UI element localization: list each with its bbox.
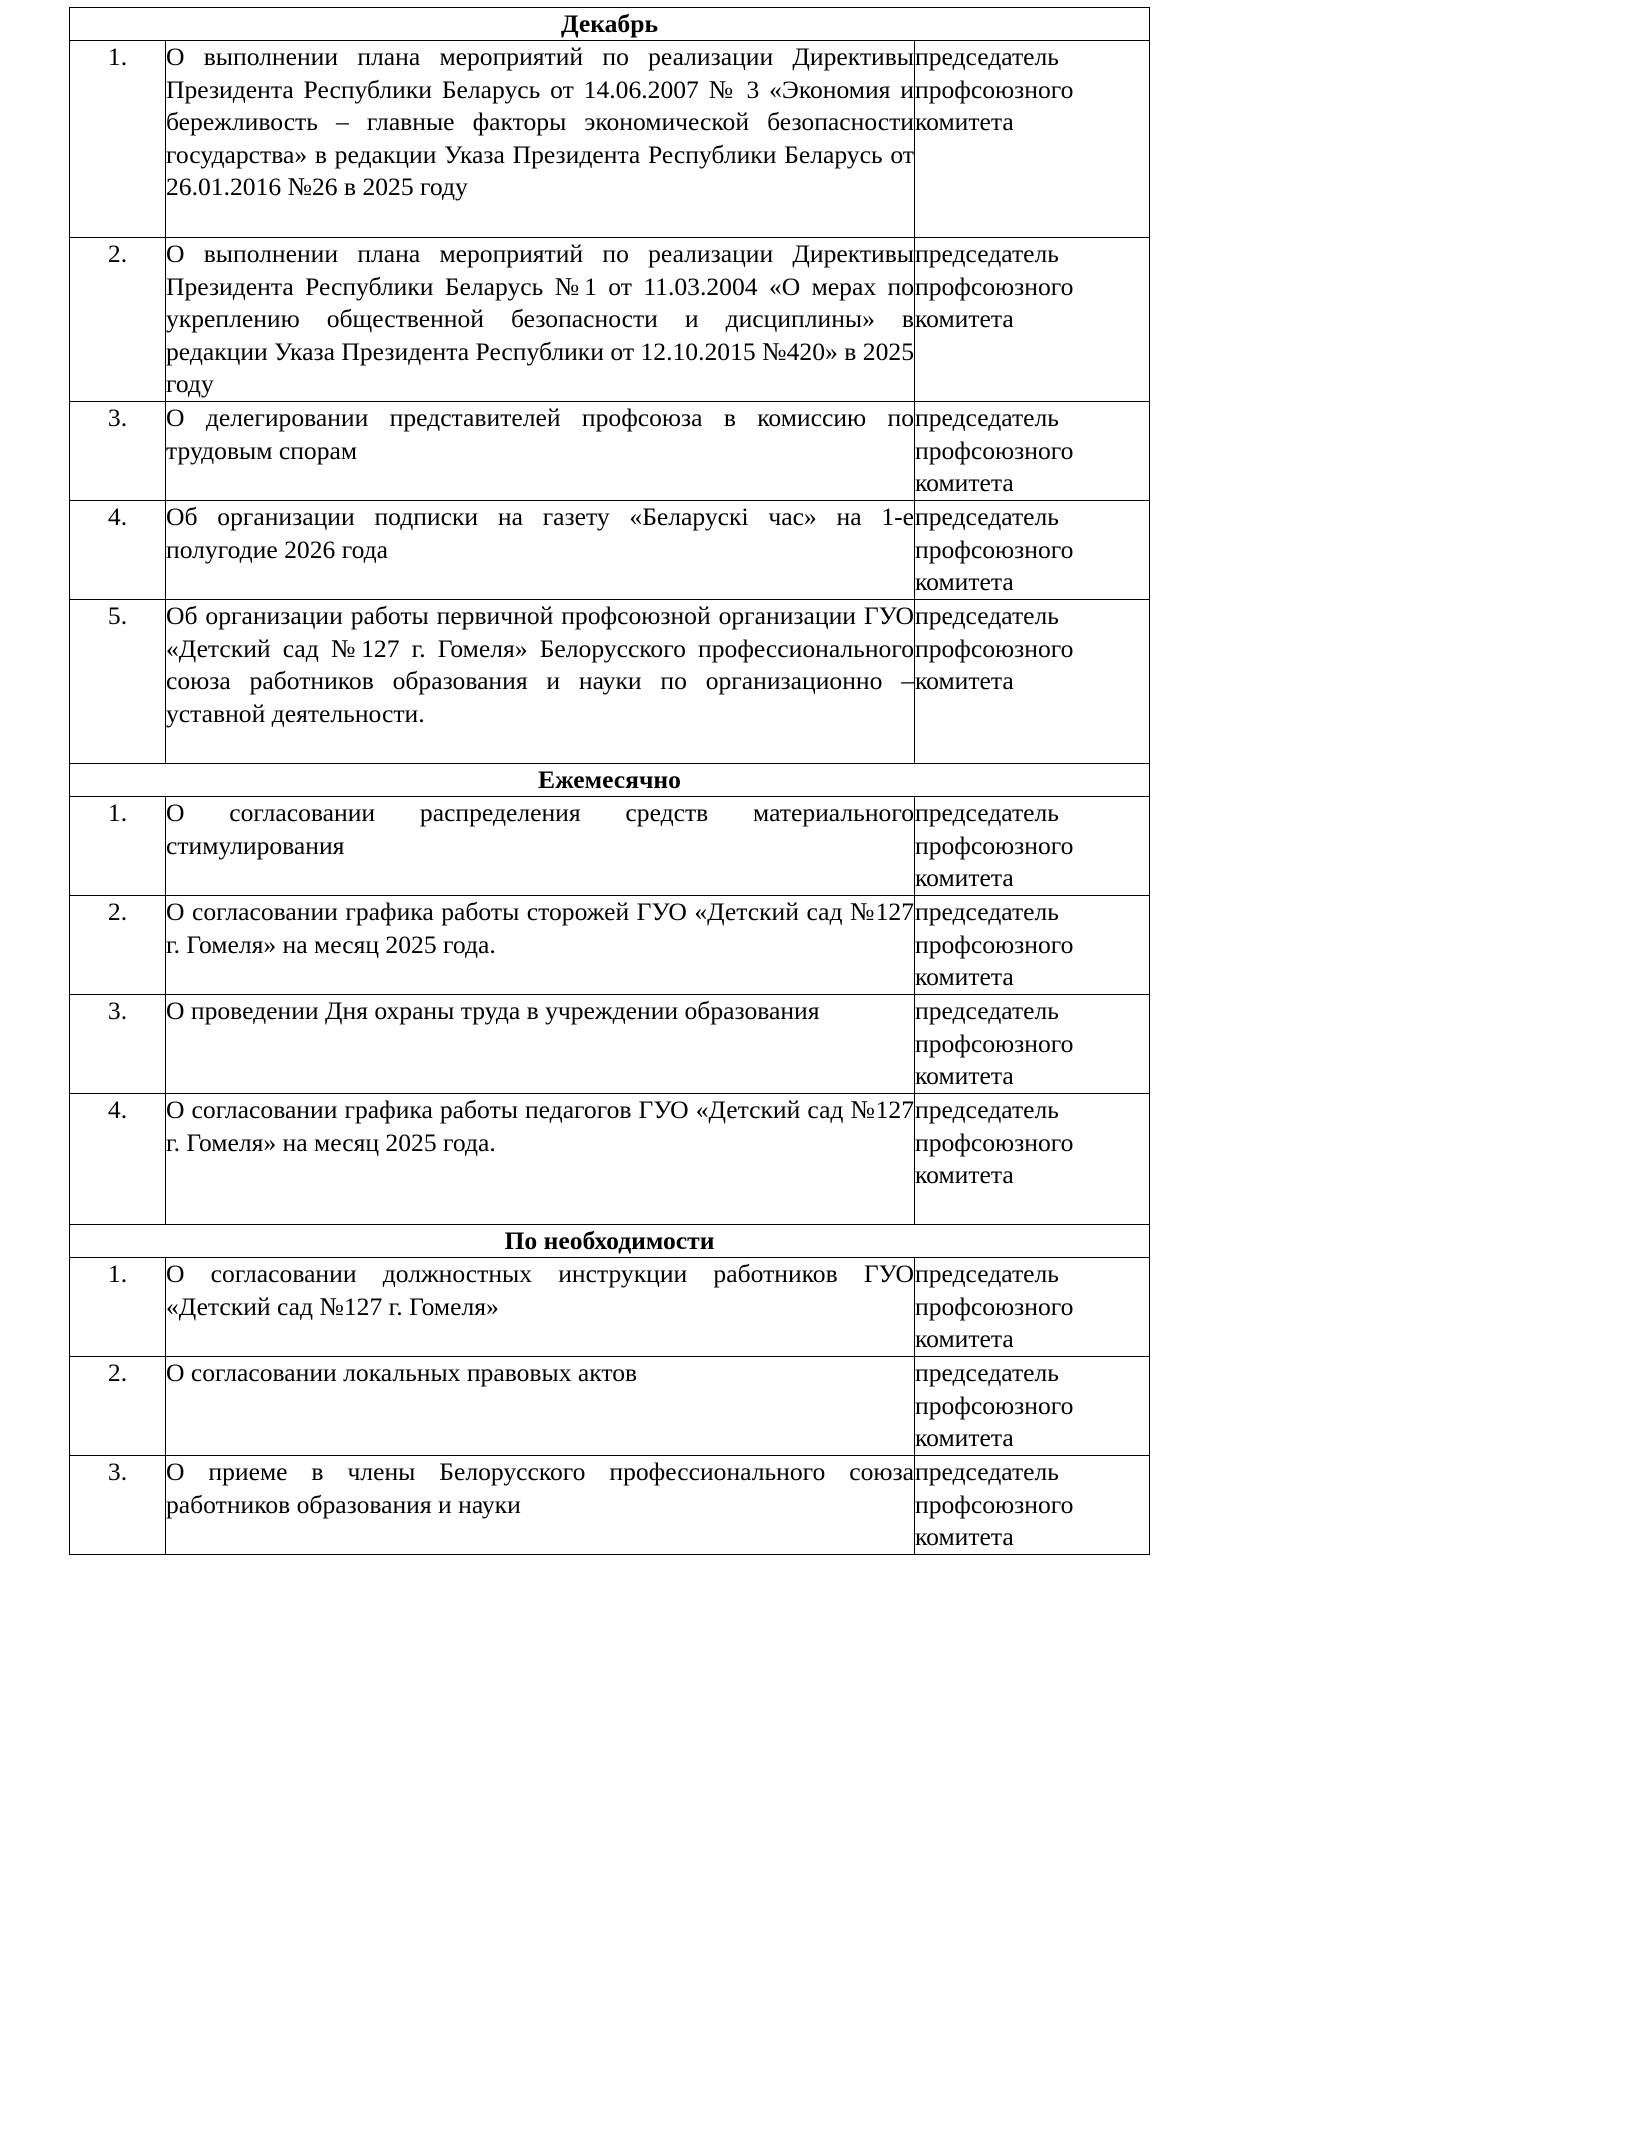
responsible-cell bbox=[915, 600, 1150, 764]
table-row bbox=[70, 1258, 1150, 1357]
item-text: О согласовании графика работы сторожей ГУО «Детский сад №127 г. Гомеля» на месяц 2025 года. bbox=[166, 896, 915, 995]
section-title: По необходимости bbox=[70, 1225, 1150, 1258]
section-title: Ежемесячно bbox=[70, 764, 1150, 797]
responsible-cell bbox=[915, 1456, 1150, 1555]
item-number: 4. bbox=[70, 1094, 166, 1225]
responsible-line: председатель bbox=[915, 239, 1059, 268]
responsible-line: профсоюзного bbox=[915, 435, 1074, 465]
responsible-cell bbox=[915, 501, 1150, 600]
responsible-line: профсоюзного bbox=[915, 1489, 1074, 1519]
responsible-line: комитета bbox=[915, 567, 1014, 596]
responsible-line: председатель bbox=[915, 403, 1059, 432]
table-row bbox=[70, 501, 1150, 600]
item-text: Об организации подписки на газету «Беларускі час» на 1-е полугодие 2026 года bbox=[166, 501, 915, 600]
responsible-line: профсоюзного bbox=[915, 74, 1074, 104]
responsible-line: комитета bbox=[915, 1324, 1014, 1353]
responsible-line: председатель bbox=[915, 897, 1059, 926]
item-number: 1. bbox=[70, 797, 166, 896]
section-header-row bbox=[70, 8, 1150, 41]
item-text: О проведении Дня охраны труда в учреждении образования bbox=[166, 995, 915, 1094]
item-number: 3. bbox=[70, 1456, 166, 1555]
responsible-cell bbox=[915, 402, 1150, 501]
item-number: 2. bbox=[70, 896, 166, 995]
responsible-cell bbox=[915, 1258, 1150, 1357]
table-row bbox=[70, 1357, 1150, 1456]
item-text: О делегировании представителей профсоюза в комиссию по трудовым спорам bbox=[166, 402, 915, 501]
item-text: О приеме в члены Белорусского профессионального союза работников образования и науки bbox=[166, 1456, 915, 1555]
item-text: О согласовании распределения средств материального стимулирования bbox=[166, 797, 915, 896]
responsible-line: профсоюзного bbox=[915, 1028, 1074, 1058]
table-row bbox=[70, 402, 1150, 501]
item-number: 3. bbox=[70, 402, 166, 501]
item-text: О выполнении плана мероприятий по реализации Директивы Президента Республики Беларусь №1 от 11.03.2004 «О мерах по укреплению общественной безопасности и дисциплины» в редакции Указа Президента Республики от 12.10.2015 №420» в 2025 году bbox=[166, 238, 915, 402]
item-text: О согласовании графика работы педагогов ГУО «Детский сад №127 г. Гомеля» на месяц 2025 года. bbox=[166, 1094, 915, 1225]
responsible-line: комитета bbox=[915, 1522, 1014, 1551]
item-text: О согласовании локальных правовых актов bbox=[166, 1357, 915, 1456]
responsible-line: председатель bbox=[915, 1358, 1059, 1387]
table-row bbox=[70, 600, 1150, 764]
table-row bbox=[70, 1094, 1150, 1225]
responsible-cell bbox=[915, 1357, 1150, 1456]
section-header-row bbox=[70, 764, 1150, 797]
responsible-cell bbox=[915, 41, 1150, 238]
responsible-line: профсоюзного bbox=[915, 633, 1074, 663]
item-text: О выполнении плана мероприятий по реализации Директивы Президента Республики Беларусь от 14.06.2007 № 3 «Экономия и бережливость – главные факторы экономической безопасности государства» в редакции Указа Президента Республики Беларусь от 26.01.2016 №26 в 2025 году bbox=[166, 41, 915, 238]
responsible-line: председатель bbox=[915, 1457, 1059, 1486]
responsible-line: председатель bbox=[915, 601, 1059, 630]
table-row bbox=[70, 797, 1150, 896]
item-number: 3. bbox=[70, 995, 166, 1094]
plan-table-body bbox=[70, 8, 1150, 1555]
responsible-line: председатель bbox=[915, 42, 1059, 71]
responsible-line: профсоюзного bbox=[915, 929, 1074, 959]
table-row bbox=[70, 995, 1150, 1094]
table-row bbox=[70, 238, 1150, 402]
responsible-line: председатель bbox=[915, 1095, 1059, 1124]
responsible-line: профсоюзного bbox=[915, 1127, 1074, 1157]
responsible-cell bbox=[915, 995, 1150, 1094]
responsible-line: комитета bbox=[915, 666, 1014, 695]
item-number: 4. bbox=[70, 501, 166, 600]
responsible-line: председатель bbox=[915, 502, 1059, 531]
responsible-line: комитета bbox=[915, 1160, 1014, 1189]
item-number: 1. bbox=[70, 41, 166, 238]
responsible-line: председатель bbox=[915, 996, 1059, 1025]
responsible-cell bbox=[915, 238, 1150, 402]
responsible-line: комитета bbox=[915, 863, 1014, 892]
section-title: Декабрь bbox=[70, 8, 1150, 41]
table-row bbox=[70, 41, 1150, 238]
item-number: 1. bbox=[70, 1258, 166, 1357]
responsible-line: профсоюзного bbox=[915, 830, 1074, 860]
section-header-row bbox=[70, 1225, 1150, 1258]
responsible-line: комитета bbox=[915, 304, 1014, 333]
responsible-cell bbox=[915, 896, 1150, 995]
item-number: 5. bbox=[70, 600, 166, 764]
table-row bbox=[70, 1456, 1150, 1555]
responsible-line: профсоюзного bbox=[915, 1291, 1074, 1321]
responsible-line: комитета bbox=[915, 1061, 1014, 1090]
responsible-line: председатель bbox=[915, 1259, 1059, 1288]
responsible-line: профсоюзного bbox=[915, 271, 1074, 301]
item-text: Об организации работы первичной профсоюзной организации ГУО «Детский сад №127 г. Гомеля» Белорусского профессионального союза работников образования и науки по организационно – уставной деятельности. bbox=[166, 600, 915, 764]
responsible-cell bbox=[915, 797, 1150, 896]
item-number: 2. bbox=[70, 1357, 166, 1456]
responsible-line: комитета bbox=[915, 1423, 1014, 1452]
responsible-line: профсоюзного bbox=[915, 534, 1074, 564]
responsible-cell bbox=[915, 1094, 1150, 1225]
plan-table bbox=[69, 7, 1150, 1555]
responsible-line: комитета bbox=[915, 107, 1014, 136]
item-text: О согласовании должностных инструкции работников ГУО «Детский сад №127 г. Гомеля» bbox=[166, 1258, 915, 1357]
responsible-line: председатель bbox=[915, 798, 1059, 827]
item-number: 2. bbox=[70, 238, 166, 402]
table-row bbox=[70, 896, 1150, 995]
responsible-line: комитета bbox=[915, 962, 1014, 991]
responsible-line: комитета bbox=[915, 468, 1014, 497]
responsible-line: профсоюзного bbox=[915, 1390, 1074, 1420]
